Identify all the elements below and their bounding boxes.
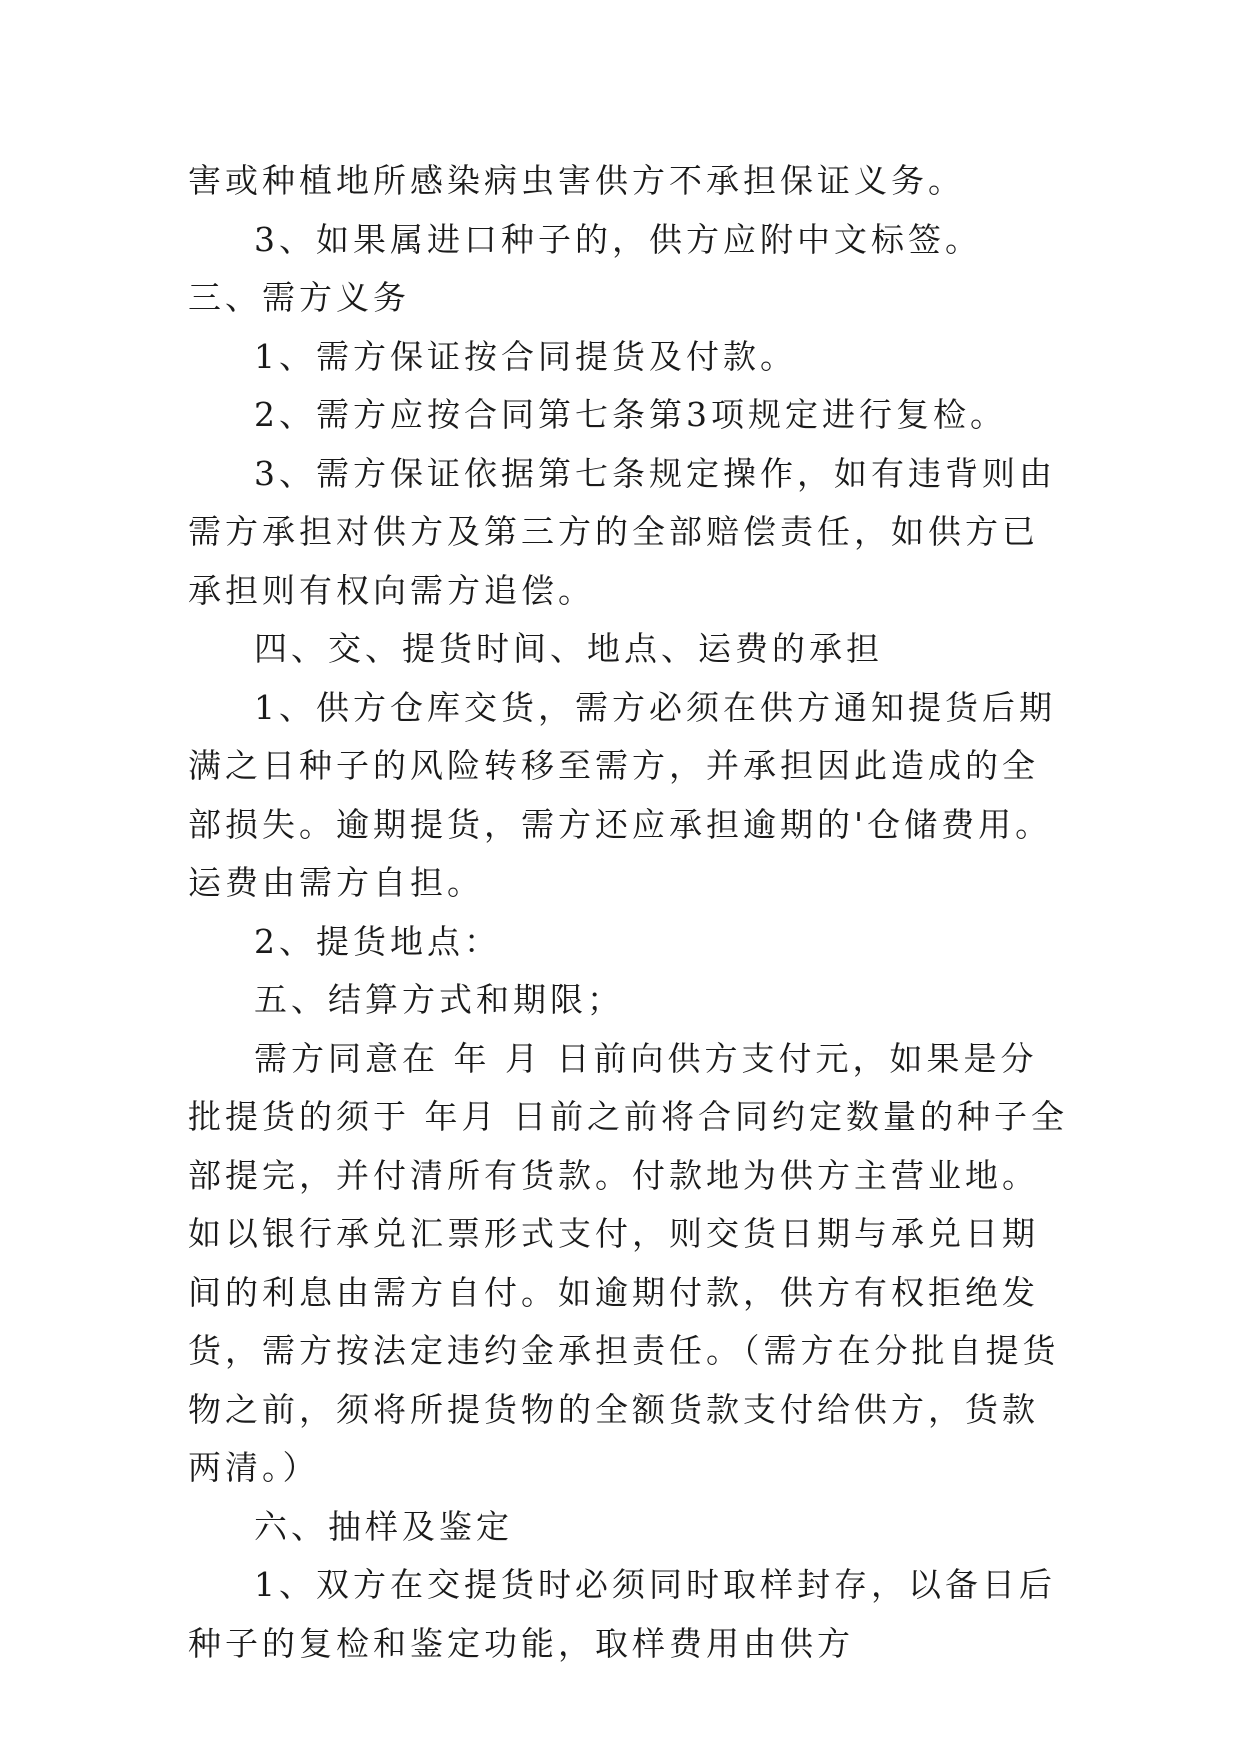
paragraph-4: 2、需方应按合同第七条第3项规定进行复检。: [254, 395, 1007, 434]
paragraph-1: 害或种植地所感染病虫害供方不承担保证义务。: [188, 161, 965, 200]
paragraph-5: 3、需方保证依据第七条规定操作，如有违背则由需方承担对供方及第三方的全部赔偿责任，如供方已承担则有权向需方追偿。: [188, 453, 1056, 610]
paragraph-12: 1、双方在交提货时必须同时取样封存，以备日后种子的复检和鉴定功能，取样费用由供方: [188, 1565, 1056, 1663]
section-heading-5: 五、结算方式和期限；: [254, 980, 624, 1019]
paragraph-2: 3、如果属进口种子的，供方应附中文标签。 三、需方义务: [188, 219, 982, 317]
paragraph-8: 2、提货地点：: [254, 921, 501, 961]
section-heading-4: 四、交、提货时间、地点、运费的承担: [254, 629, 883, 668]
paragraph-10: 需方同意在 年 月 日前向供方支付元，如果是分批提货的须于 年月 日前之前将合同约定数量的种子全部提完，并付清所有货款。付款地为供方主营业地。如以银行承兑汇票形式支付，则交货日期与承兑日期间的利息由需方自付。如逾期付款，供方有权拒绝发货，需方按法定违约金承担责任。（需方在分批自提货物之前，须将所提货物的全额货款支付给供方，货款两清。）: [188, 1038, 1068, 1487]
document-body: [188, 152, 1068, 1673]
paragraph-3: 1、需方保证按合同提货及付款。: [254, 336, 797, 376]
paragraph-7: 1、供方仓库交货，需方必须在供方通知提货后期满之日种子的风险转移至需方，并承担因此造成的全部损失。逾期提货，需方还应承担逾期的'仓储费用。运费由需方自担。: [188, 687, 1056, 902]
section-heading-6: 六、抽样及鉴定: [254, 1506, 513, 1546]
